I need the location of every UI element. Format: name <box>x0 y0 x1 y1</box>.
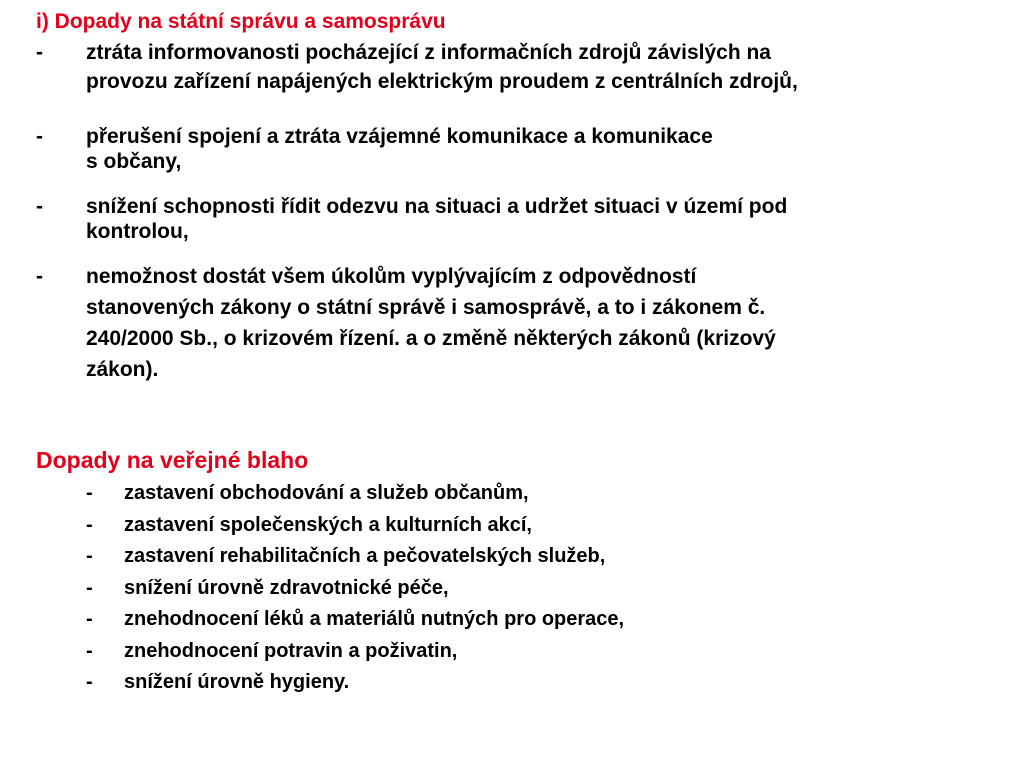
impact-item-communication-loss <box>36 122 996 173</box>
impact-item-text <box>86 38 996 96</box>
list-item-text: znehodnocení léků a materiálů nutných pro operace, <box>124 608 625 630</box>
text-line: 240/2000 Sb., o krizovém řízení. a o změně některých zákonů (krizový <box>86 327 776 350</box>
list-item-text: zastavení společenských a kulturních akcí, <box>124 513 532 536</box>
list-item-text: snížení úrovně hygieny. <box>124 671 350 693</box>
bullet-dash: - <box>36 265 43 288</box>
list-item-text: zastavení obchodování a služeb občanům, <box>124 482 529 504</box>
list-item-text: znehodnocení potravin a poživatin, <box>124 639 458 662</box>
text-line: stanovených zákony o státní správě i samosprávě, a to i zákonem č. <box>86 296 766 319</box>
list-item <box>86 573 624 605</box>
list-item-text: zastavení rehabilitačních a pečovatelských služeb, <box>124 545 606 567</box>
bullet-dash: - <box>36 195 43 218</box>
bullet-dash: - <box>86 576 93 599</box>
bullet-dash: - <box>86 639 93 662</box>
bullet-dash: - <box>86 513 93 536</box>
text-line: kontrolou, <box>86 220 189 243</box>
bullet-dash: - <box>36 125 43 148</box>
section-heading-public-welfare: Dopady na veřejné blaho <box>36 447 309 473</box>
impact-item-control-reduction <box>36 192 996 243</box>
impact-item-text <box>86 122 996 173</box>
text-line: ztráta informovanosti pocházející z informačních zdrojů závislých na <box>86 41 771 64</box>
text-line: nemožnost dostát všem úkolům vyplývajícím z odpovědností <box>86 265 697 288</box>
text-line: s občany, <box>86 150 182 173</box>
impact-item-text <box>86 261 996 385</box>
text-line: provozu zařízení napájených elektrickým proudem z centrálních zdrojů, <box>86 70 798 93</box>
public-welfare-list <box>86 478 624 699</box>
text-line: snížení schopnosti řídit odezvu na situaci a udržet situaci v území pod <box>86 195 788 218</box>
list-item <box>86 478 624 510</box>
bullet-dash: - <box>86 545 93 567</box>
impact-item-duties-impossible <box>36 261 996 385</box>
list-item <box>86 667 624 699</box>
bullet-dash: - <box>86 482 93 504</box>
text-line: přerušení spojení a ztráta vzájemné komunikace a komunikace <box>86 125 713 148</box>
list-item-text: snížení úrovně zdravotnické péče, <box>124 576 449 599</box>
text-line: zákon). <box>86 358 159 381</box>
bullet-dash: - <box>36 41 43 64</box>
bullet-dash: - <box>86 671 93 693</box>
list-item <box>86 636 624 668</box>
impact-item-text <box>86 192 996 243</box>
section-heading-state-administration: i) Dopady na státní správu a samosprávu <box>36 10 446 33</box>
list-item <box>86 541 624 573</box>
bullet-dash: - <box>86 608 93 630</box>
impact-item-information-loss <box>36 38 996 96</box>
list-item <box>86 510 624 542</box>
list-item <box>86 604 624 636</box>
